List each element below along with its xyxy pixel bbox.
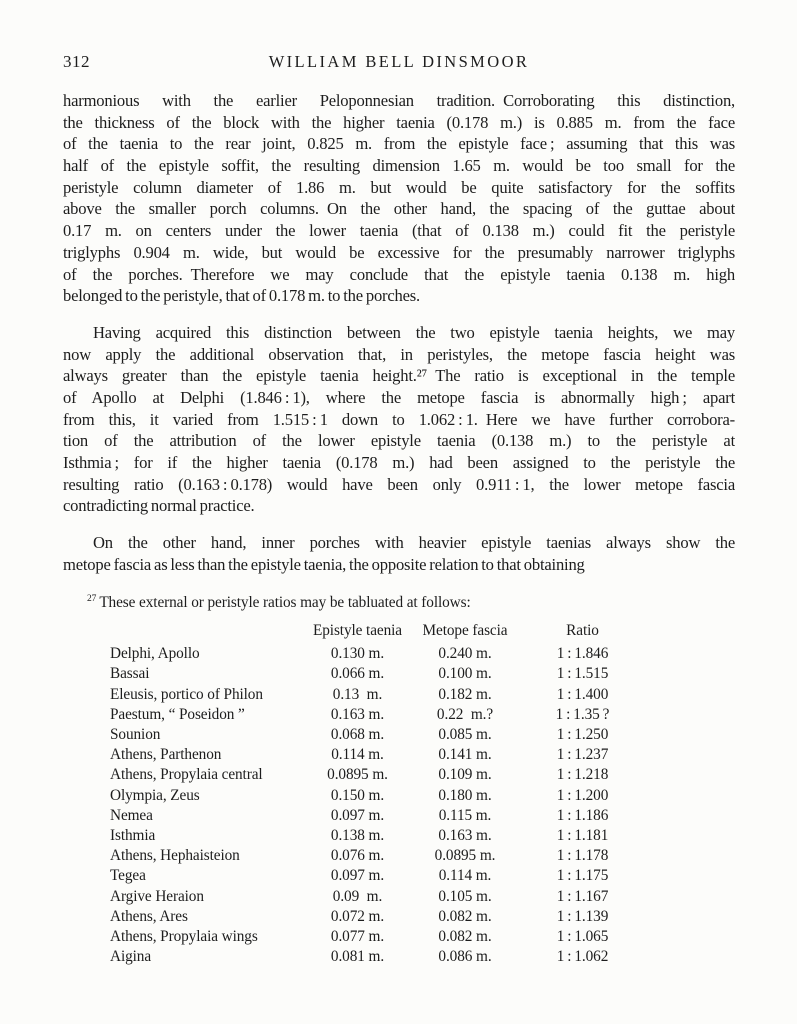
- ratios-table-body: [110, 644, 650, 967]
- table-cell: Athens, Propylaia wings: [110, 928, 258, 946]
- table-cell: 0.097 m.: [330, 806, 385, 824]
- column-header: Ratio: [566, 622, 599, 639]
- table-cell: 0.085 m.: [438, 726, 492, 744]
- text-line: tion of the attribution of the lower epistyle taenia (0.138 m.) to the peristyle at: [63, 431, 735, 451]
- text-line: of the taenia to the rear joint, 0.825 m. from the epistyle face ; assuming that this was: [63, 134, 735, 154]
- ratios-table-header: [110, 621, 650, 644]
- table-cell: Athens, Propylaia central: [110, 766, 263, 784]
- table-cell: 0.072 m.: [330, 907, 385, 925]
- table-cell: 0.097 m.: [330, 867, 385, 885]
- table-cell: Athens, Ares: [110, 907, 188, 925]
- table-cell: 0.240 m.: [438, 645, 492, 663]
- table-cell: 0.082 m.: [438, 907, 492, 925]
- text-line: peristyle column diameter of 1.86 m. but would be quite satisfactory for the soffits: [63, 177, 735, 197]
- table-row: [110, 786, 650, 806]
- table-row: [110, 806, 650, 826]
- table-cell: 1 : 1.175: [556, 867, 609, 885]
- table-row: [110, 846, 650, 866]
- footnote-text: These external or peristyle ratios may be tabluated at follows:: [99, 594, 471, 611]
- table-cell: 1 : 1.178: [556, 847, 609, 865]
- page-number: 312: [63, 52, 90, 71]
- table-cell: 0.115 m.: [438, 806, 492, 824]
- table-cell: 0.077 m.: [330, 928, 385, 946]
- table-cell: 1 : 1.167: [556, 887, 609, 905]
- table-cell: 0.114 m.: [331, 746, 384, 764]
- table-cell: 1 : 1.846: [556, 645, 609, 663]
- table-cell: Athens, Parthenon: [110, 746, 222, 764]
- paragraph: [63, 90, 735, 307]
- paragraph: [63, 532, 735, 575]
- text-line: harmonious with the earlier Peloponnesian tradition. Corroborating this distinction,: [63, 91, 735, 110]
- table-cell: 0.082 m.: [438, 928, 492, 946]
- table-cell: Isthmia: [110, 827, 156, 845]
- ratios-table: [110, 621, 650, 967]
- column-header: Metope fascia: [422, 622, 508, 639]
- table-cell: 0.086 m.: [438, 948, 492, 966]
- table-cell: 0.076 m.: [330, 847, 385, 865]
- text-line: belonged to the peristyle, that of 0.178 m. to the porches.: [63, 286, 421, 306]
- body-paragraphs: [63, 90, 735, 575]
- text-line: the thickness of the block with the higher taenia (0.178 m.) is 0.885 m. from the face: [63, 112, 735, 132]
- table-cell: 0.163 m.: [330, 705, 385, 723]
- running-head: [63, 52, 735, 74]
- text-line: triglyphs 0.904 m. wide, but would be excessive for the presumably narrower triglyphs: [63, 242, 735, 262]
- text-line: of Apollo at Delphi (1.846 : 1), where the metope fascia is abnormally high ; apart: [63, 387, 735, 407]
- text-line: from this, it varied from 1.515 : 1 down to 1.062 : 1. Here we have further corrobora-: [63, 409, 735, 429]
- table-cell: 1 : 1.186: [556, 806, 609, 824]
- table-cell: 0.182 m.: [438, 685, 492, 703]
- table-cell: 1 : 1.181: [556, 827, 609, 845]
- table-cell: Paestum, “ Poseidon ”: [110, 705, 245, 723]
- footnote: [63, 594, 735, 612]
- table-cell: 0.138 m.: [330, 827, 385, 845]
- footnote-marker: 27: [87, 593, 97, 604]
- table-row: [110, 866, 650, 886]
- table-cell: 0.0895 m.: [434, 847, 496, 865]
- table-cell: Argive Heraion: [110, 887, 204, 905]
- table-header-row: [110, 621, 650, 644]
- text-line: now apply the additional observation that, in peristyles, the metope fascia height was: [63, 344, 735, 364]
- table-cell: 0.114 m.: [438, 867, 492, 885]
- table-cell: 1 : 1.250: [556, 726, 609, 744]
- column-header: [110, 621, 300, 644]
- paragraph: [63, 322, 735, 517]
- table-cell: Tegea: [110, 867, 146, 885]
- table-cell: 0.0895 m.: [327, 766, 388, 784]
- column-header: Epistyle taenia: [313, 622, 402, 639]
- table-cell: 0.081 m.: [330, 948, 385, 966]
- text-line: half of the epistyle soffit, the resulting dimension 1.65 m. would be too small for the: [63, 156, 735, 176]
- table-cell: 1 : 1.062: [556, 948, 609, 966]
- table-cell: 0.130 m.: [330, 645, 385, 663]
- text-line: resulting ratio (0.163 : 0.178) would have been only 0.911 : 1, the lower metope fascia: [63, 474, 735, 494]
- table-cell: 0.066 m.: [330, 665, 385, 683]
- text-line: above the smaller porch columns. On the other hand, the spacing of the guttae about: [63, 199, 735, 219]
- table-cell: Delphi, Apollo: [110, 645, 200, 663]
- table-cell: 0.163 m.: [438, 827, 492, 845]
- table-cell: Eleusis, portico of Philon: [110, 685, 263, 703]
- table-row: [110, 705, 650, 725]
- table-cell: Olympia, Zeus: [110, 786, 200, 804]
- table-cell: 0.141 m.: [438, 746, 492, 764]
- table-cell: 1 : 1.35 ?: [555, 705, 610, 723]
- text-line: contradicting normal practice.: [63, 496, 255, 516]
- table-row: [110, 664, 650, 684]
- table-cell: 1 : 1.065: [556, 928, 609, 946]
- text-line: 0.17 m. on centers under the lower taenia (that of 0.138 m.) could fit the peristyle: [63, 221, 735, 241]
- table-row: [110, 907, 650, 927]
- table-cell: 0.068 m.: [330, 726, 385, 744]
- table-row: [110, 826, 650, 846]
- table-cell: 0.22 m.?: [436, 705, 494, 723]
- text-line: Isthmia ; for if the higher taenia (0.178 m.) had been assigned to the peristyle the: [63, 453, 735, 472]
- table-row: [110, 947, 650, 967]
- text-line: metope fascia as less than the epistyle taenia, the opposite relation to that obtaining: [63, 554, 585, 574]
- table-cell: 0.09 m.: [332, 887, 383, 905]
- table-cell: Athens, Hephaisteion: [110, 847, 240, 865]
- table-row: [110, 745, 650, 765]
- table-row: [110, 644, 650, 664]
- table-cell: 1 : 1.218: [556, 766, 609, 784]
- table-cell: 1 : 1.139: [556, 907, 609, 925]
- text-line: On the other hand, inner porches with heavier epistyle taenias always show the: [93, 533, 735, 553]
- text-line: always greater than the epistyle taenia height.²⁷ The ratio is exceptional in the temple: [63, 366, 735, 386]
- running-title: WILLIAM BELL DINSMOOR: [268, 52, 530, 71]
- table-row: [110, 765, 650, 785]
- text-line: of the porches. Therefore we may conclude that the epistyle taenia 0.138 m. high: [63, 264, 735, 284]
- table-row: [110, 887, 650, 907]
- table-cell: Aigina: [110, 948, 152, 966]
- table-cell: 0.105 m.: [438, 887, 492, 905]
- table-cell: 1 : 1.200: [556, 786, 609, 804]
- table-cell: 0.13 m.: [332, 685, 383, 703]
- table-cell: 0.100 m.: [438, 665, 492, 683]
- table-cell: 1 : 1.237: [556, 746, 609, 764]
- table-cell: 0.180 m.: [438, 786, 492, 804]
- table-row: [110, 927, 650, 947]
- table-cell: 1 : 1.400: [556, 685, 609, 703]
- table-cell: Nemea: [110, 806, 153, 824]
- table-row: [110, 725, 650, 745]
- text-line: Having acquired this distinction between the two epistyle taenia heights, we may: [93, 322, 735, 342]
- table-row: [110, 685, 650, 705]
- table-cell: 0.150 m.: [330, 786, 385, 804]
- footnote-text-line: [63, 594, 735, 612]
- table-cell: Bassai: [110, 665, 150, 683]
- table-cell: Sounion: [110, 726, 161, 744]
- table-cell: 0.109 m.: [438, 766, 492, 784]
- table-cell: 1 : 1.515: [556, 665, 609, 683]
